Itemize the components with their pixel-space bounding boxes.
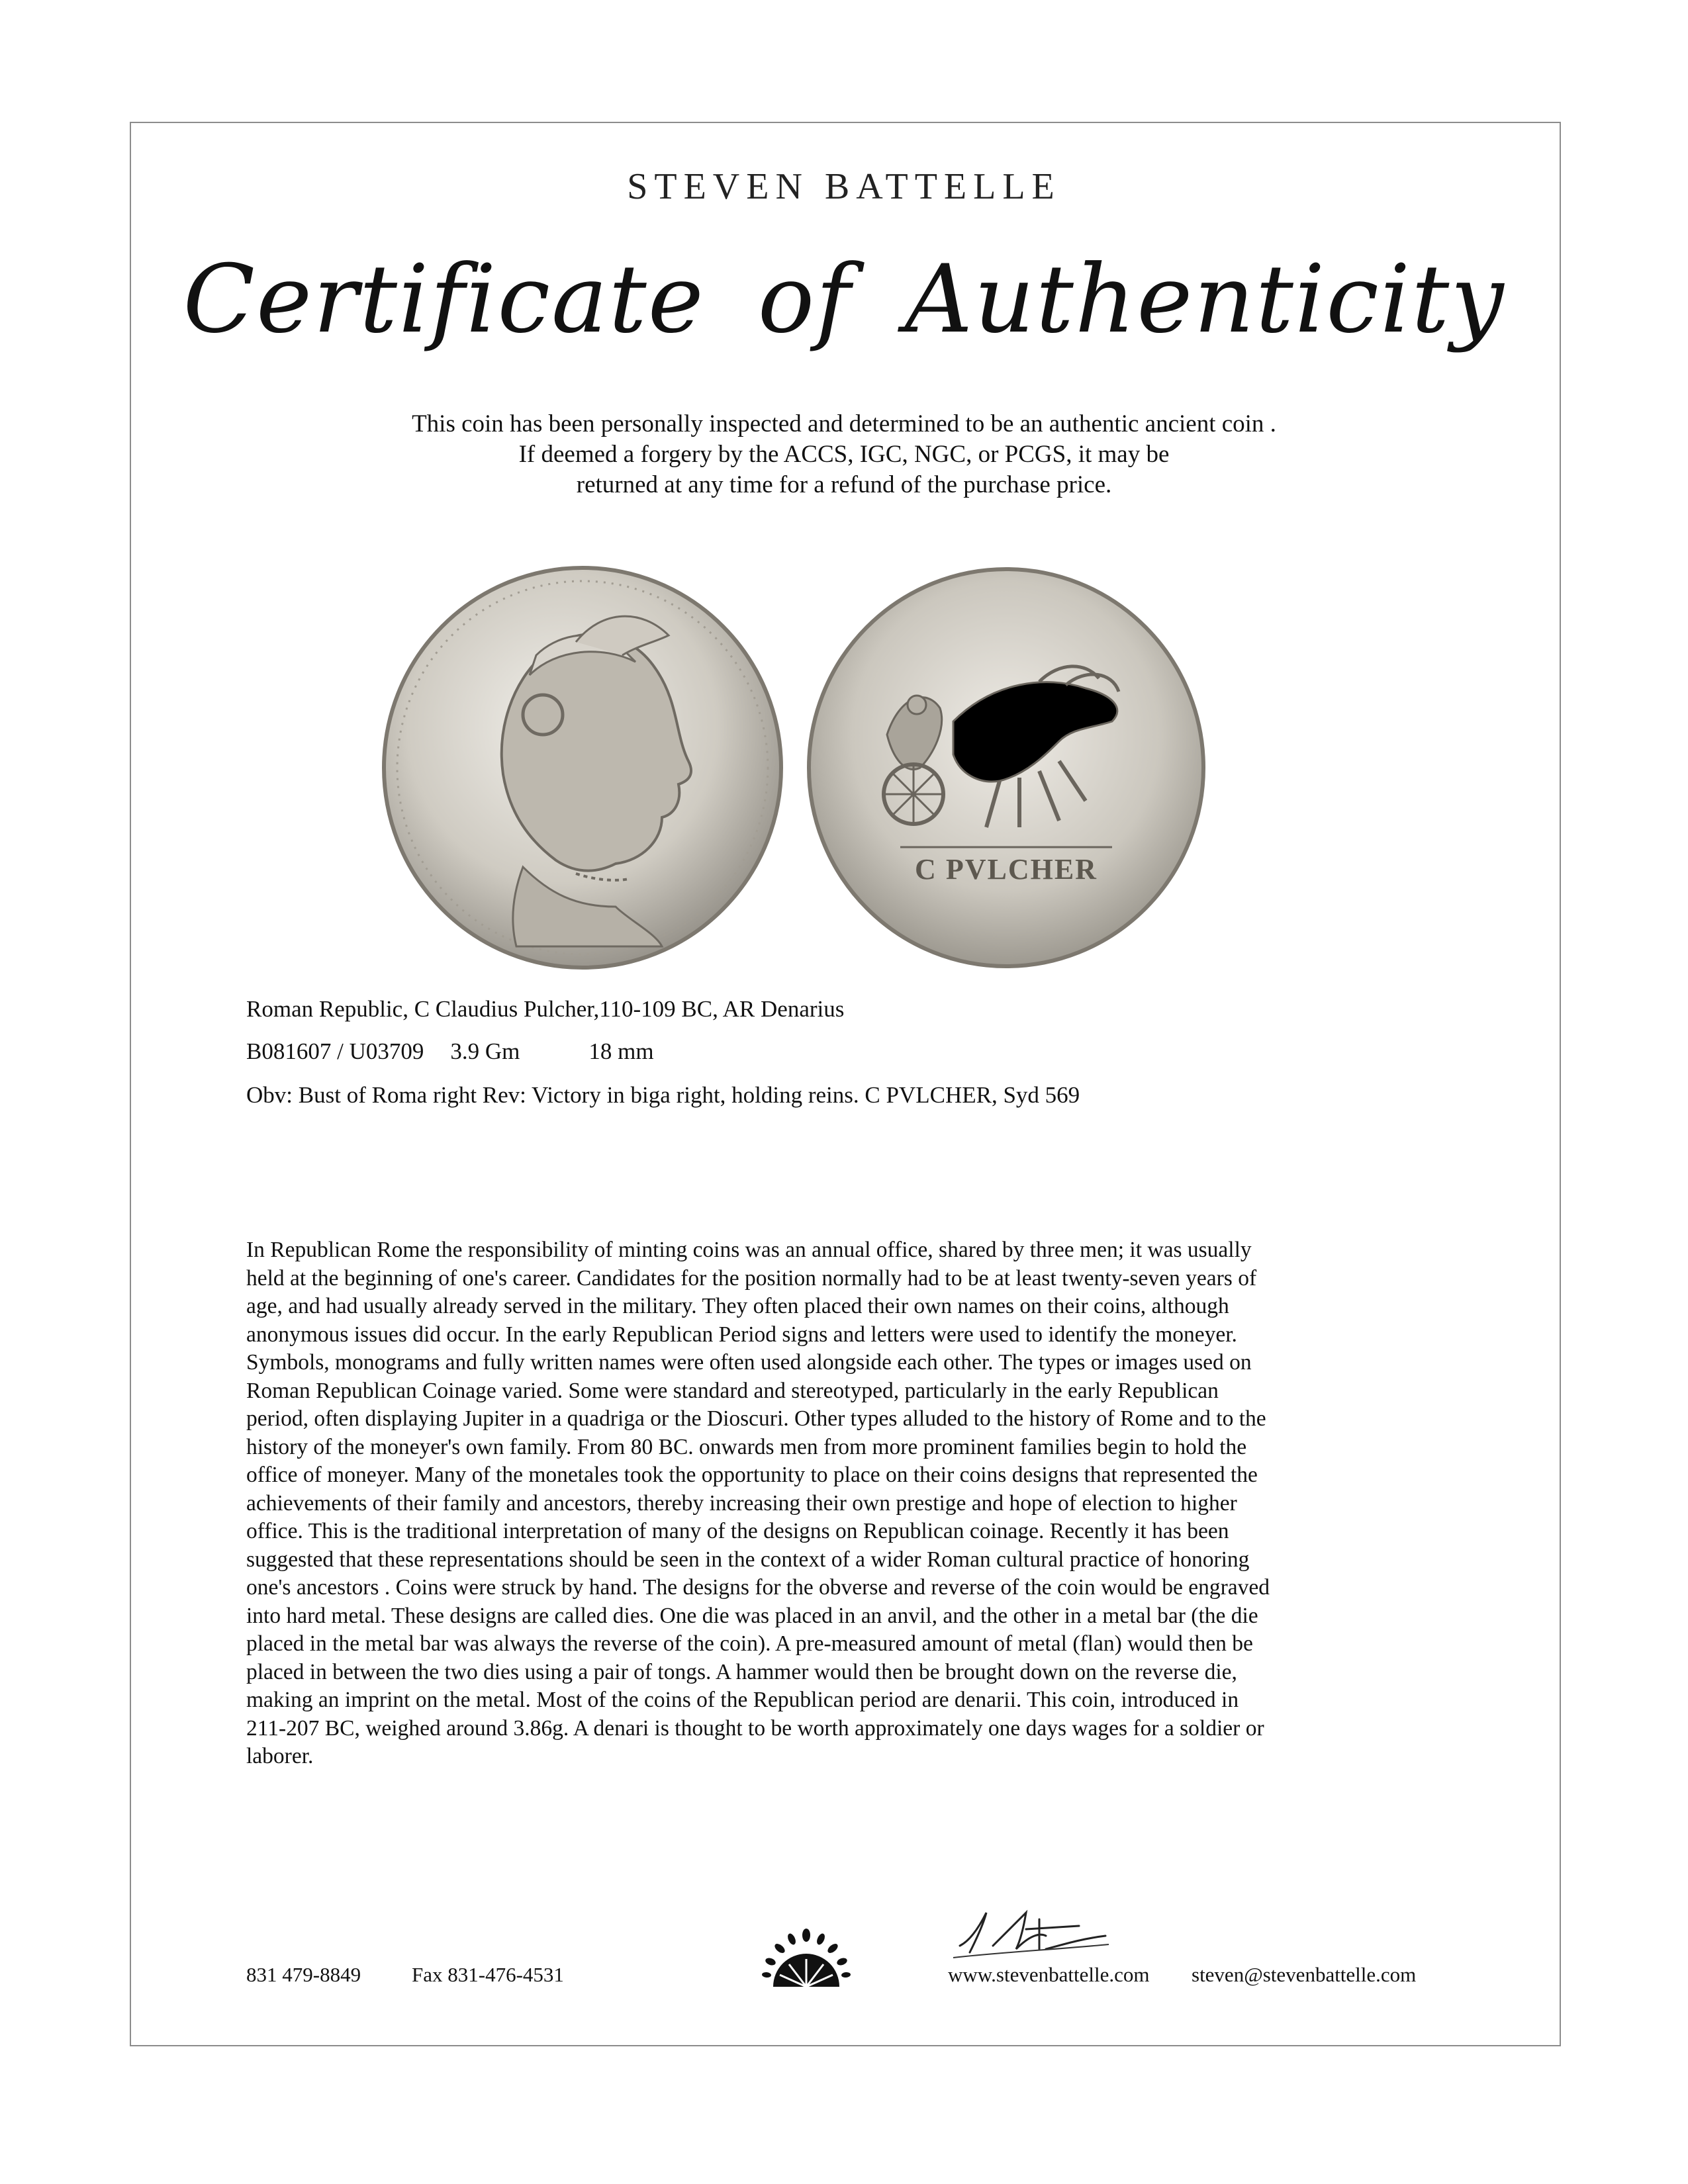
footer-fax: Fax 831-476-4531 — [412, 1963, 564, 1986]
history-line: held at the beginning of one's career. Candidates for the position normally had to be at least twenty-seven years of — [246, 1265, 1257, 1291]
history-line: In Republican Rome the responsibility of minting coins was an annual office, shared by three men; it was usually — [246, 1238, 1252, 1262]
history-line: achievements of their family and ancestors, thereby increasing their own prestige and hope of election to higher — [246, 1490, 1237, 1516]
coin-weight: 3.9 Gm — [450, 1038, 520, 1064]
history-line: office. This is the traditional interpretation of many of the designs on Republican coinage. Recently it has been — [246, 1519, 1229, 1543]
history-line: laborer. — [246, 1744, 314, 1768]
history-line: anonymous issues did occur. In the early Republican Period signs and letters were used to identify the moneyer. — [246, 1322, 1237, 1347]
signature-image — [947, 1906, 1112, 1966]
coin-specs — [246, 1038, 654, 1065]
footer-website-link[interactable]: www.stevenbattelle.com — [948, 1963, 1150, 1986]
coin-obverse-image — [377, 563, 788, 973]
coin-reverse-image — [801, 563, 1211, 973]
sunburst-logo-icon — [760, 1926, 853, 1992]
guarantee-line: If deemed a forgery by the ACCS, IGC, NGC, or PCGS, it may be — [518, 441, 1170, 468]
history-line: office of moneyer. Many of the monetales took the opportunity to place on their coins designs that represented the — [246, 1463, 1258, 1487]
history-line: period, often displaying Jupiter in a quadriga or the Dioscuri. Other types alluded to the history of Rome and to the — [246, 1406, 1266, 1431]
title-word-certificate: Certificate — [183, 245, 705, 354]
brand-name: STEVEN BATTELLE — [627, 166, 1061, 207]
guarantee-statement — [0, 409, 1688, 500]
coin-description: Roman Republic, C Claudius Pulcher,110-109 BC, AR Denarius — [246, 996, 845, 1022]
history-text — [246, 1236, 1411, 1771]
history-line: 211-207 BC, weighed around 3.86g. A denari is thought to be worth approximately one days wages for a soldier or — [246, 1715, 1264, 1741]
history-line: placed in between the two dies using a pair of tongs. A hammer would then be brought down on the reverse die, — [246, 1659, 1237, 1684]
history-line: placed in the metal bar was always the reverse of the coin). A pre-measured amount of metal (flan) would then be — [246, 1631, 1253, 1656]
guarantee-line: returned at any time for a refund of the purchase price. — [576, 471, 1112, 498]
history-line: making an imprint on the metal. Most of the coins of the Republican period are denarii. This coin, introduced in — [246, 1688, 1239, 1712]
footer-phone: 831 479-8849 — [246, 1963, 361, 1986]
title-word-of: of — [757, 245, 852, 354]
coin-diameter: 18 mm — [588, 1038, 654, 1064]
history-line: age, and had usually already served in the military. They often placed their own names on their coins, although — [246, 1294, 1229, 1318]
inventory-number: B081607 / U03709 — [246, 1038, 424, 1064]
coin-photos — [377, 563, 1238, 973]
history-line: suggested that these representations should be seen in the context of a wider Roman cultural practice of honoring — [246, 1547, 1250, 1572]
coin-obverse-reverse: Obv: Bust of Roma right Rev: Victory in biga right, holding reins. C PVLCHER, Syd 569 — [246, 1082, 1080, 1108]
coin-reverse-legend: C PVLCHER — [915, 853, 1098, 886]
history-line: one's ancestors . Coins were struck by hand. The designs for the obverse and reverse of the coin would be engraved — [246, 1575, 1270, 1600]
history-line: Roman Republican Coinage varied. Some were standard and stereotyped, particularly in the early Republican — [246, 1378, 1219, 1403]
history-line: into hard metal. These designs are called dies. One die was placed in an anvil, and the other in a metal bar (the die — [246, 1603, 1258, 1628]
title-word-authenticity: Authenticity — [904, 245, 1505, 354]
history-line: Symbols, monograms and fully written names were often used alongside each other. The types or images used on — [246, 1350, 1252, 1375]
certificate-title — [0, 245, 1688, 354]
guarantee-line: This coin has been personally inspected and determined to be an authentic ancient coin . — [412, 410, 1276, 437]
history-line: history of the moneyer's own family. From 80 BC. onwards men from more prominent families begin to hold the — [246, 1434, 1247, 1459]
footer-email-link[interactable]: steven@stevenbattelle.com — [1192, 1963, 1417, 1986]
